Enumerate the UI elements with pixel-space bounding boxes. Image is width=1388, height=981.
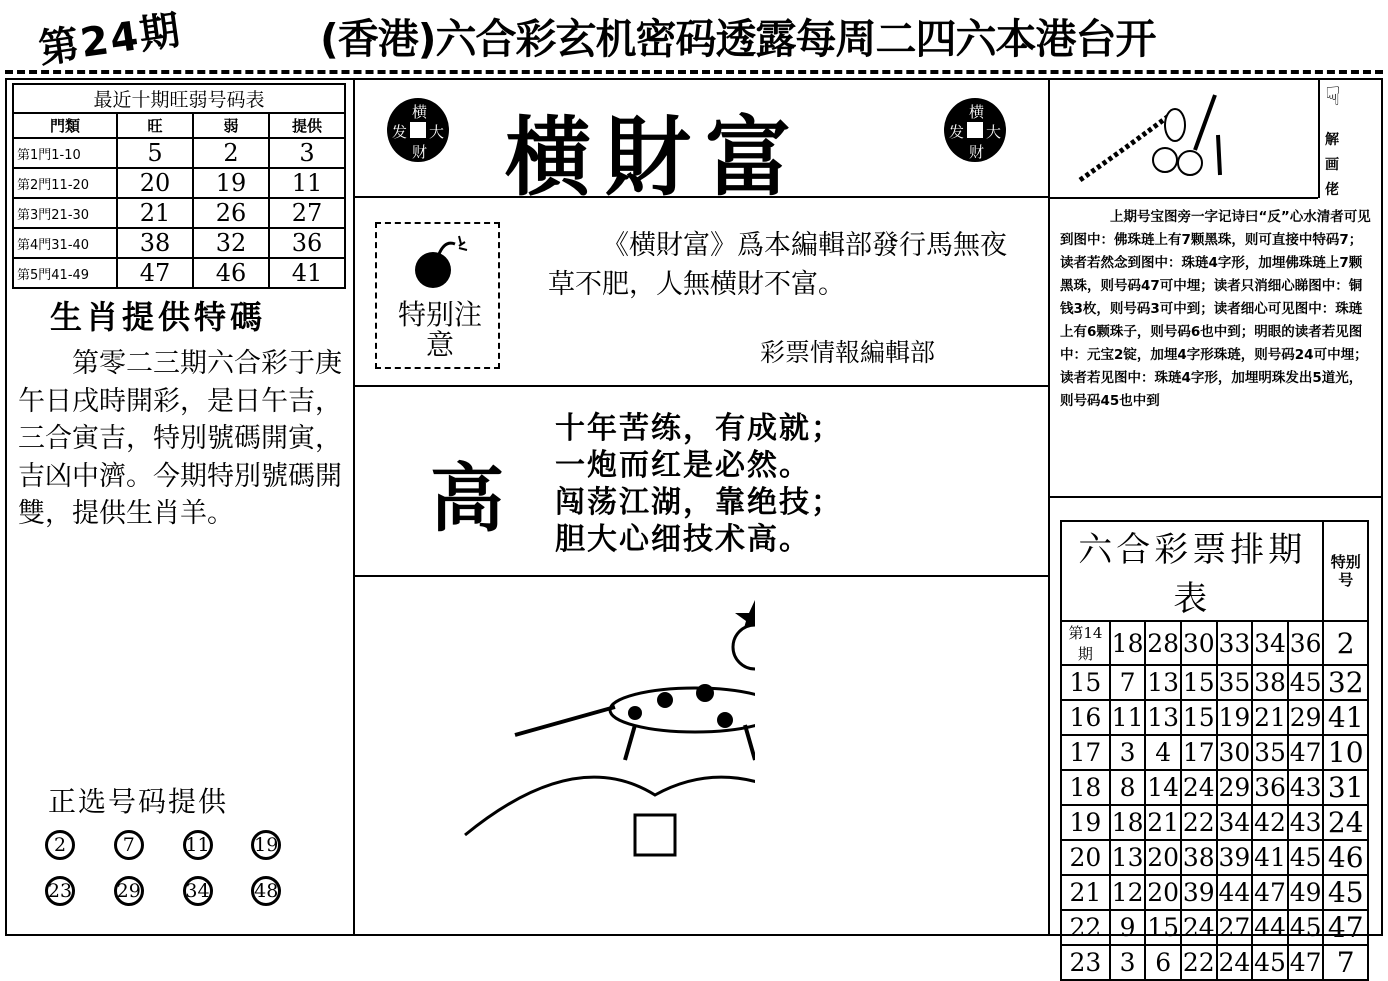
divider (353, 575, 1048, 577)
number-cell: 20 (1145, 875, 1181, 910)
number-cell: 41 (1252, 840, 1288, 875)
table-row (1061, 910, 1368, 945)
number-cell: 35 (1217, 665, 1253, 700)
number-cell: 36 (269, 228, 345, 258)
coin-char: 财 (412, 143, 428, 161)
number-cell: 5 (117, 138, 193, 168)
table-row (13, 258, 345, 288)
pick-number-ball: 2 (45, 830, 75, 860)
table-row (1061, 875, 1368, 910)
number-cell: 19 (1217, 700, 1253, 735)
number-cell: 35 (1252, 735, 1288, 770)
number-cell: 30 (1181, 621, 1217, 665)
notice-badge (375, 222, 500, 369)
coin-hole (967, 122, 983, 138)
pointing-hand-icon: ☟ (1325, 82, 1341, 112)
table-row (1061, 735, 1368, 770)
column-header: 旺 (117, 113, 193, 138)
row-label: 第5門41-49 (13, 258, 117, 288)
number-cell: 15 (1181, 700, 1217, 735)
table-row (1061, 665, 1368, 700)
issue-cell: 18 (1061, 770, 1110, 805)
special-number-cell: 45 (1323, 875, 1368, 910)
number-cell: 38 (1181, 840, 1217, 875)
table-row (1061, 805, 1368, 840)
table-row (1061, 945, 1368, 980)
issue-cell: 第14期 (1061, 621, 1110, 665)
number-cell: 15 (1145, 910, 1181, 945)
issue-cell: 22 (1061, 910, 1110, 945)
number-cell: 13 (1145, 700, 1181, 735)
number-cell: 24 (1181, 770, 1217, 805)
special-number-cell: 31 (1323, 770, 1368, 805)
issue-number: 第24期 (35, 7, 185, 73)
divider (1048, 496, 1383, 498)
coin-hole (410, 122, 426, 138)
number-cell: 39 (1181, 875, 1217, 910)
riddle-hint: 解画佬 (1325, 132, 1339, 198)
number-cell: 30 (1217, 735, 1253, 770)
pick-number-ball: 19 (251, 830, 281, 860)
coin-char: 横 (412, 103, 428, 121)
picks-title: 正选号码提供 (48, 785, 229, 818)
pick-number-ball: 23 (45, 876, 75, 906)
column-header: 門類 (13, 113, 117, 138)
number-cell: 21 (117, 198, 193, 228)
divider (353, 78, 355, 936)
headline: (香港)六合彩玄机密码透露每周二四六本港台开 (320, 15, 1156, 63)
number-cell: 17 (1181, 735, 1217, 770)
number-cell: 29 (1217, 770, 1253, 805)
coin-char: 大 (429, 123, 445, 141)
number-cell: 12 (1110, 875, 1146, 910)
number-cell: 39 (1217, 840, 1253, 875)
number-cell: 21 (1252, 700, 1288, 735)
strength-table (12, 83, 346, 289)
dashed-divider (5, 70, 1383, 74)
number-cell: 44 (1252, 910, 1288, 945)
issue-cell: 20 (1061, 840, 1110, 875)
number-cell: 3 (1110, 945, 1146, 980)
row-label: 第3門21-30 (13, 198, 117, 228)
number-cell: 18 (1110, 805, 1146, 840)
zodiac-title: 生肖提供特碼 (50, 298, 267, 336)
masthead-title: 横財富 (505, 107, 805, 208)
number-cell: 21 (1145, 805, 1181, 840)
number-cell: 3 (269, 138, 345, 168)
table-caption: 最近十期旺弱号码表 (13, 84, 345, 113)
table-row (13, 138, 345, 168)
riddle-text: 上期号宝图旁一字记诗曰“反”心水清者可见到图中：佛珠琏上有7颗黑珠，则可直接中特码7；读者若然念到图中：珠琏4字形，加埋佛珠琏上7颗黑珠，则号码47可中埋；读者只消细心睇图中：铜钱3枚，则号码3可中到；读者细心可见图中：珠琏上有6颗珠子，则号码6也中到；明眼的读者若见图中：元宝2锭，加埋4字形珠琏，则号码24可中埋；读者若见图中：珠琏4字形，加埋明珠发出5道光，则号码45也中到 (1060, 209, 1371, 409)
number-cell: 26 (193, 198, 269, 228)
number-cell: 2 (193, 138, 269, 168)
number-cell: 4 (1145, 735, 1181, 770)
notice-text: 《横財富》爲本編輯部發行馬無夜草不肥，人無横財不富。 (548, 230, 1007, 300)
row-label: 第4門31-40 (13, 228, 117, 258)
number-cell: 32 (193, 228, 269, 258)
issue-cell: 15 (1061, 665, 1110, 700)
issue-cell: 19 (1061, 805, 1110, 840)
number-cell: 45 (1252, 945, 1288, 980)
issue-cell: 16 (1061, 700, 1110, 735)
divider (353, 385, 1048, 387)
coin-char: 大 (986, 123, 1002, 141)
number-cell: 44 (1217, 875, 1253, 910)
table-row (1061, 700, 1368, 735)
number-cell: 38 (117, 228, 193, 258)
zodiac-text: 第零二三期六合彩于庚午日戌時開彩，是日午吉，三合寅吉，特別號碼開寅，吉凶中濟。今期特別號碼開雙，提供生肖羊。 (18, 348, 342, 529)
pick-number-ball: 48 (251, 876, 281, 906)
number-cell: 42 (1252, 805, 1288, 840)
pick-numbers (45, 830, 320, 906)
pick-number-ball: 34 (183, 876, 213, 906)
poem-line: 闯荡江湖，靠绝技； (555, 485, 843, 520)
table-row (1061, 621, 1368, 665)
column-header: 提供 (269, 113, 345, 138)
number-cell: 36 (1252, 770, 1288, 805)
special-number-cell: 41 (1323, 700, 1368, 735)
poem-line: 一炮而红是必然。 (555, 448, 811, 483)
row-label: 第1門1-10 (13, 138, 117, 168)
number-cell: 24 (1217, 945, 1253, 980)
schedule-table (1060, 520, 1369, 981)
divider (1048, 78, 1050, 936)
number-cell: 27 (269, 198, 345, 228)
table-row (1061, 770, 1368, 805)
divider (1048, 197, 1318, 199)
number-cell: 38 (1252, 665, 1288, 700)
number-cell: 34 (1217, 805, 1253, 840)
number-cell: 9 (1110, 910, 1146, 945)
number-cell: 20 (117, 168, 193, 198)
coin-char: 横 (969, 103, 985, 121)
issue-cell: 23 (1061, 945, 1110, 980)
number-cell: 13 (1110, 840, 1146, 875)
number-cell: 8 (1110, 770, 1146, 805)
number-cell: 14 (1145, 770, 1181, 805)
table-row (13, 168, 345, 198)
notice-badge-label: 特别注意 (397, 298, 482, 361)
number-cell: 7 (1110, 665, 1146, 700)
special-number-cell: 2 (1323, 621, 1368, 665)
number-cell: 15 (1181, 665, 1217, 700)
number-cell: 43 (1288, 770, 1324, 805)
coin-icon (944, 98, 1006, 162)
number-cell: 36 (1288, 621, 1324, 665)
poem-line: 胆大心细技术高。 (555, 522, 811, 557)
number-cell: 19 (193, 168, 269, 198)
table-row (1061, 840, 1368, 875)
coin-icon (387, 98, 449, 162)
poem-line: 十年苦练，有成就； (555, 411, 843, 446)
number-cell: 34 (1252, 621, 1288, 665)
coin-char: 财 (969, 143, 985, 161)
cat-illustration (455, 595, 755, 885)
special-number-cell: 7 (1323, 945, 1368, 980)
bomb-icon (409, 232, 469, 292)
special-number-cell: 10 (1323, 735, 1368, 770)
coin-char: 发 (949, 123, 965, 141)
issue-cell: 21 (1061, 875, 1110, 910)
table-row (13, 198, 345, 228)
number-cell: 45 (1288, 910, 1324, 945)
number-cell: 18 (1110, 621, 1146, 665)
pick-number-ball: 29 (114, 876, 144, 906)
number-cell: 24 (1181, 910, 1217, 945)
divider (1318, 78, 1320, 198)
special-number-cell: 47 (1323, 910, 1368, 945)
row-label: 第2門11-20 (13, 168, 117, 198)
special-number-cell: 46 (1323, 840, 1368, 875)
number-cell: 27 (1217, 910, 1253, 945)
number-cell: 47 (1288, 945, 1324, 980)
special-header: 特别号 (1323, 521, 1368, 621)
number-cell: 11 (1110, 700, 1146, 735)
number-cell: 3 (1110, 735, 1146, 770)
schedule-title: 六合彩票排期表 (1061, 521, 1323, 621)
table-row (13, 228, 345, 258)
issue-cell: 17 (1061, 735, 1110, 770)
coin-char: 发 (392, 123, 408, 141)
pick-number-ball: 7 (114, 830, 144, 860)
number-cell: 28 (1145, 621, 1181, 665)
number-cell: 45 (1288, 665, 1324, 700)
notice-signature: 彩票情報編輯部 (760, 338, 936, 367)
special-number-cell: 32 (1323, 665, 1368, 700)
number-cell: 47 (1288, 735, 1324, 770)
number-cell: 22 (1181, 945, 1217, 980)
special-number-cell: 24 (1323, 805, 1368, 840)
poem (555, 410, 843, 558)
pick-number-ball: 11 (183, 830, 213, 860)
number-cell: 13 (1145, 665, 1181, 700)
number-cell: 47 (117, 258, 193, 288)
number-cell: 41 (269, 258, 345, 288)
number-cell: 47 (1252, 875, 1288, 910)
number-cell: 45 (1288, 840, 1324, 875)
number-cell: 43 (1288, 805, 1324, 840)
number-cell: 20 (1145, 840, 1181, 875)
column-header: 弱 (193, 113, 269, 138)
number-cell: 46 (193, 258, 269, 288)
number-cell: 11 (269, 168, 345, 198)
number-cell: 33 (1217, 621, 1253, 665)
number-cell: 49 (1288, 875, 1324, 910)
number-cell: 6 (1145, 945, 1181, 980)
number-cell: 22 (1181, 805, 1217, 840)
poem-big-char: 高 (430, 456, 504, 542)
treasure-illustration (1070, 85, 1260, 190)
number-cell: 29 (1288, 700, 1324, 735)
